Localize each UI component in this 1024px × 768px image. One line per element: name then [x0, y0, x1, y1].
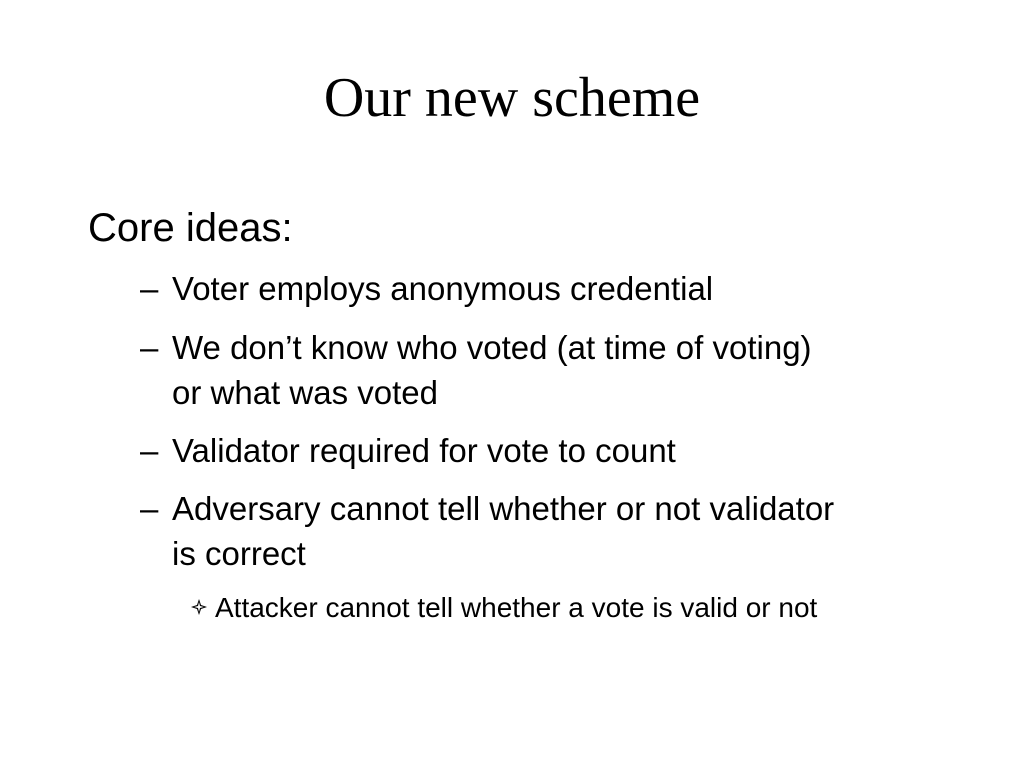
bullet-text: Adversary cannot tell whether or not validator is correct — [172, 490, 835, 572]
bullet-voter-credential — [140, 266, 840, 311]
bullet-text: We don’t know who voted (at time of voting) or what was voted — [172, 329, 812, 411]
core-ideas-heading: Core ideas: — [88, 206, 293, 250]
slide-title: Our new scheme — [323, 67, 701, 129]
bullet-dash: – — [140, 490, 159, 527]
bullet-dont-know-who-voted — [140, 325, 840, 415]
sub-bullet-attacker-cannot-tell — [190, 588, 900, 628]
bullet-text: Validator required for vote to count — [172, 432, 676, 469]
bullet-text: Voter employs anonymous credential — [172, 270, 714, 307]
bullet-adversary-cannot-tell — [140, 486, 840, 576]
diamond-bullet-icon — [190, 598, 208, 616]
bullet-dash: – — [140, 432, 159, 469]
bullet-validator-required — [140, 428, 840, 473]
bullet-dash: – — [140, 270, 159, 307]
sub-bullet-text: Attacker cannot tell whether a vote is valid or not — [215, 592, 818, 623]
bullet-dash: – — [140, 329, 159, 366]
